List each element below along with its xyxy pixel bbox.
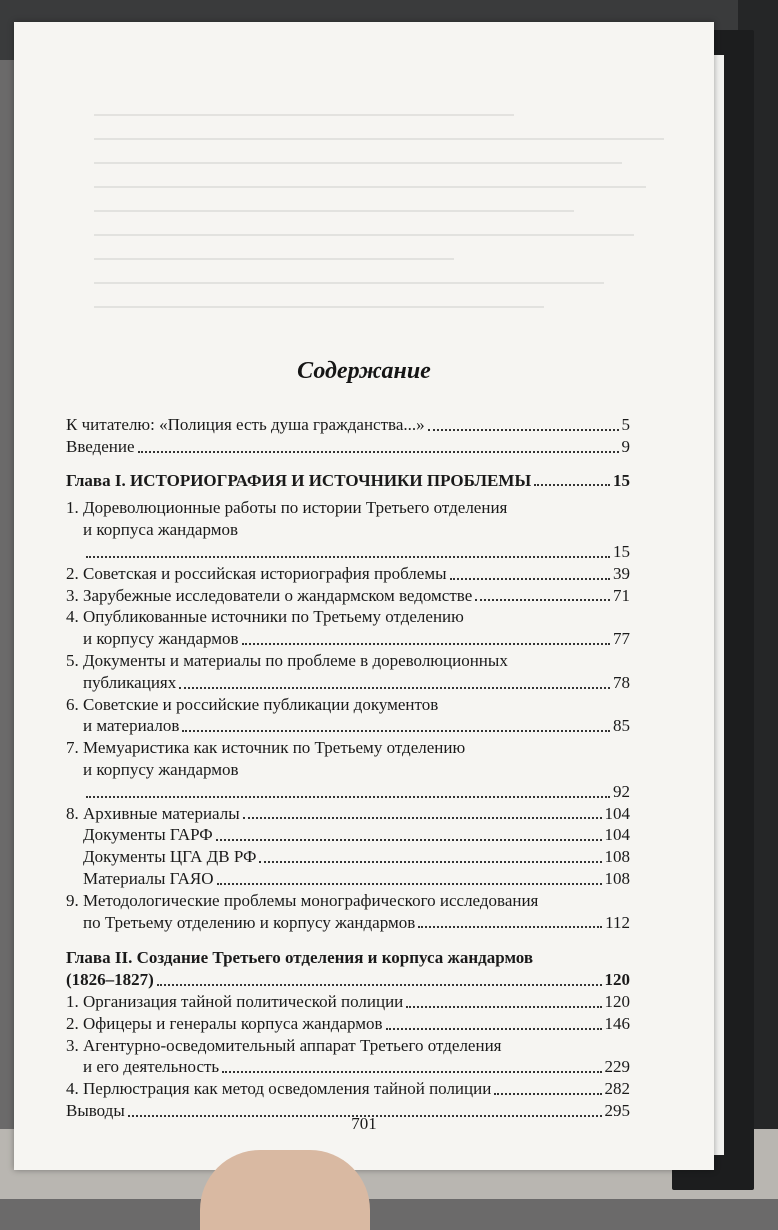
thumb (200, 1150, 370, 1230)
toc-entry: 5. Документы и материалы по проблеме в дореволюционных публикациях 78 (66, 650, 630, 692)
toc-entry: 1. Организация тайной политической полиции 120 (66, 991, 630, 1011)
toc-entry: К читателю: «Полиция есть душа гражданства...» 5 (66, 415, 630, 434)
toc-entry: 4. Перлюстрация как метод осведомления тайной полиции 282 (66, 1079, 630, 1099)
table-of-contents (66, 414, 630, 1122)
chapter-heading: Глава I. ИСТОРИОГРАФИЯ И ИСТОЧНИКИ ПРОБЛЕМЫ 15 (66, 470, 630, 490)
toc-subentry: Материалы ГАЯО 108 (83, 868, 630, 888)
toc-subentry: Документы ЦГА ДВ РФ 108 (83, 847, 630, 867)
toc-entry: 2. Офицеры и генералы корпуса жандармов 146 (66, 1013, 630, 1033)
toc-entry: Выводы 295 (66, 1100, 630, 1120)
toc-entry: 2. Советская и российская историография проблемы 39 (66, 563, 630, 583)
toc-entry: 3. Агентурно-осведомительный аппарат Третьего отделения и его деятельность 229 (66, 1035, 630, 1077)
toc-entry: 6. Советские и российские публикации документов и материалов 85 (66, 694, 630, 736)
toc-entry: 9. Методологические проблемы монографического исследования по Третьему отделению и корпусу жандармов 112 (66, 890, 630, 932)
toc-entry: 7. Мемуаристика как источник по Третьему отделению и корпусу жандармов 92 (66, 738, 630, 801)
page-number: 701 (351, 1114, 377, 1133)
toc-entry: 3. Зарубежные исследователи о жандармском ведомстве 71 (66, 585, 630, 605)
toc-entry: Введение 9 (66, 436, 630, 456)
toc-subentry: Документы ГАРФ 104 (83, 825, 630, 845)
toc-entry: 4. Опубликованные источники по Третьему отделению и корпусу жандармов 77 (66, 607, 630, 649)
page-title: Содержание (297, 358, 431, 384)
book-page (14, 22, 714, 1170)
toc-entry: 8. Архивные материалы 104 (66, 803, 630, 823)
toc-entry: 1. Дореволюционные работы по истории Третьего отделения и корпуса жандармов 15 (66, 498, 630, 561)
chapter-heading: Глава II. Создание Третьего отделения и корпуса жандармов (1826–1827) 120 (66, 948, 630, 990)
